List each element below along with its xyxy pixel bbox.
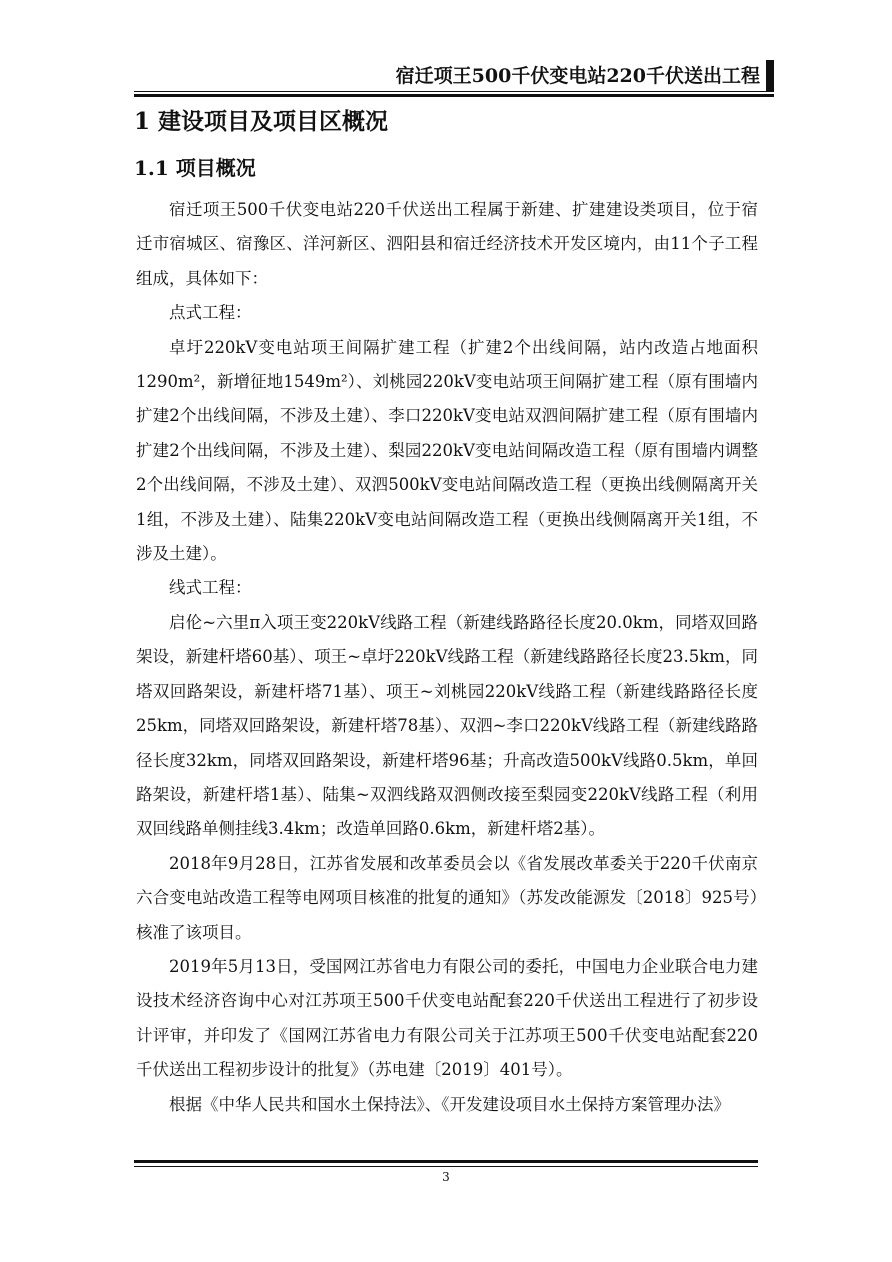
footer-rule-thick bbox=[134, 1160, 758, 1163]
subsection-heading: 1.1 项目概况 bbox=[134, 156, 256, 180]
header-rule-thick bbox=[134, 94, 774, 97]
paragraph-point-projects-label: 点式工程： bbox=[169, 303, 252, 323]
paragraph-legal-basis: 根据《中华人民共和国水土保持法》、《开发建设项目水土保持方案管理办法》 bbox=[169, 1094, 730, 1114]
body-text bbox=[136, 193, 758, 1122]
paragraph-point-projects: 卓圩220kV变电站项王间隔扩建工程（扩建2个出线间隔，站内改造占地面积1290m²，新增征地1549m²）、刘桃园220kV变电站项王间隔扩建工程（原有围墙内扩建2个出线间隔，不涉及土建）、李口220kV变电站双泗间隔扩建工程（原有围墙内扩建2个出线间隔，不涉及土建）、梨园220kV变电站间隔改造工程（原有围墙内调整2个出线间隔，不涉及土建）、双泗500kV变电站间隔改造工程（更换出线侧隔离开关1组，不涉及土建）、陆集220kV变电站间隔改造工程（更换出线侧隔离开关1组，不涉及土建）。 bbox=[136, 337, 758, 564]
paragraph-intro: 宿迁项王500千伏变电站220千伏送出工程属于新建、扩建建设类项目，位于宿迁市宿城区、宿豫区、洋河新区、泗阳县和宿迁经济技术开发区境内，由11个子工程组成，具体如下： bbox=[136, 200, 758, 288]
paragraph-line-projects-label: 线式工程： bbox=[169, 578, 252, 598]
paragraph-approval-2018: 2018年9月28日，江苏省发展和改革委员会以《省发展改革委关于220千伏南京六合变电站改造工程等电网项目核准的批复的通知》（苏发改能源发〔2018〕925号）核准了该项目。 bbox=[136, 853, 758, 942]
paragraph-line-projects: 启伦~六里π入项王变220kV线路工程（新建线路路径长度20.0km，同塔双回路架设，新建杆塔60基）、项王~卓圩220kV线路工程（新建线路路径长度23.5km，同塔双回路架设，新建杆塔71基）、项王~刘桃园220kV线路工程（新建线路路径长度25km，同塔双回路架设，新建杆塔78基）、双泗~李口220kV线路工程（新建线路路径长度32km，同塔双回路架设，新建杆塔96基；升高改造500kV线路0.5km，单回路架设，新建杆塔1基）、陆集~双泗线路双泗侧改接至梨园变220kV线路工程（利用双回线路单侧挂线3.4km；改造单回路0.6km，新建杆塔2基）。 bbox=[136, 612, 758, 839]
paragraph-review-2019: 2019年5月13日，受国网江苏省电力有限公司的委托，中国电力企业联合电力建设技术经济咨询中心对江苏项王500千伏变电站配套220千伏送出工程进行了初步设计评审，并印发了《国网江苏省电力有限公司关于江苏项王500千伏变电站配套220千伏送出工程初步设计的批复》（苏电建〔2019〕401号）。 bbox=[136, 956, 758, 1080]
section-heading: 1 建设项目及项目区概况 bbox=[134, 108, 389, 135]
page-number: 3 bbox=[442, 1170, 450, 1184]
header-rule bbox=[134, 91, 766, 92]
header-side-bar bbox=[766, 60, 774, 92]
footer-rule bbox=[134, 1166, 758, 1167]
running-header-title: 宿迁项王500千伏变电站220千伏送出工程 bbox=[395, 65, 760, 87]
